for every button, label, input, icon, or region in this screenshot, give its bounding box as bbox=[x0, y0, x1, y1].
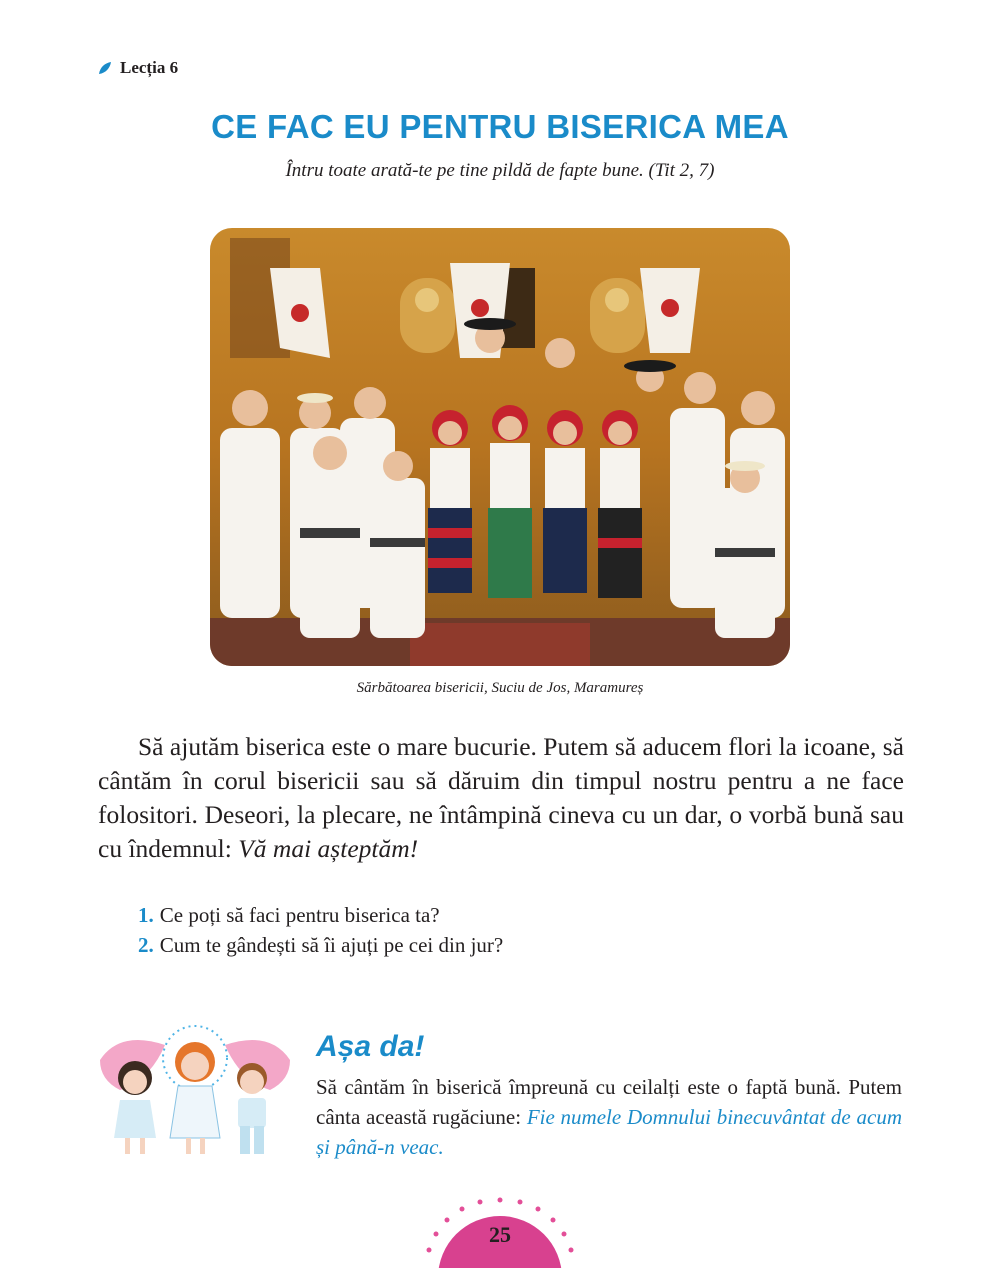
leaf-icon bbox=[98, 61, 112, 75]
page-title: CE FAC EU PENTRU BISERICA MEA bbox=[211, 108, 789, 145]
asa-da-text bbox=[316, 1072, 902, 1162]
question-text: Cum te gândești să îi ajuți pe cei din jur? bbox=[159, 933, 504, 957]
church-celebration-photo bbox=[210, 228, 790, 666]
question-number: 1. bbox=[138, 903, 154, 927]
questions-list bbox=[138, 900, 503, 960]
asa-da-heading: Așa da! bbox=[316, 1030, 425, 1063]
question-item bbox=[138, 930, 503, 960]
question-text: Ce poți să faci pentru biserica ta? bbox=[159, 903, 440, 927]
paragraph-emphasis: Vă mai așteptăm! bbox=[238, 834, 419, 863]
lesson-label: Lecția 6 bbox=[120, 58, 179, 77]
lesson-header bbox=[98, 58, 178, 78]
photo-caption: Sărbătoarea bisericii, Suciu de Jos, Maramureș bbox=[356, 680, 644, 696]
main-paragraph bbox=[98, 730, 904, 866]
asa-da-body: Să cântăm în biserică împreună cu ceilalți este o faptă bună. Putem cânta această rugăciune: bbox=[316, 1075, 902, 1129]
prayer-text: Fie numele Domnului binecuvântat de acum și până-n veac. bbox=[316, 1105, 902, 1159]
bible-quote: Întru toate arată-te pe tine pildă de fapte bune. (Tit 2, 7) bbox=[285, 160, 715, 181]
question-number: 2. bbox=[138, 933, 154, 957]
page-number: 25 bbox=[489, 1222, 511, 1247]
paragraph-text: Să ajutăm biserica este o mare bucurie. Putem să aducem flori la icoane, să cântăm în corul bisericii sau să dăruim din timpul nostru pentru a ne face folositori. Deseori, la plecare, ne întâmpină cineva cu un dar, o vorbă bună sau cu îndemnul: bbox=[98, 732, 904, 863]
question-item bbox=[138, 900, 503, 930]
children-angels-illustration bbox=[90, 1020, 300, 1160]
